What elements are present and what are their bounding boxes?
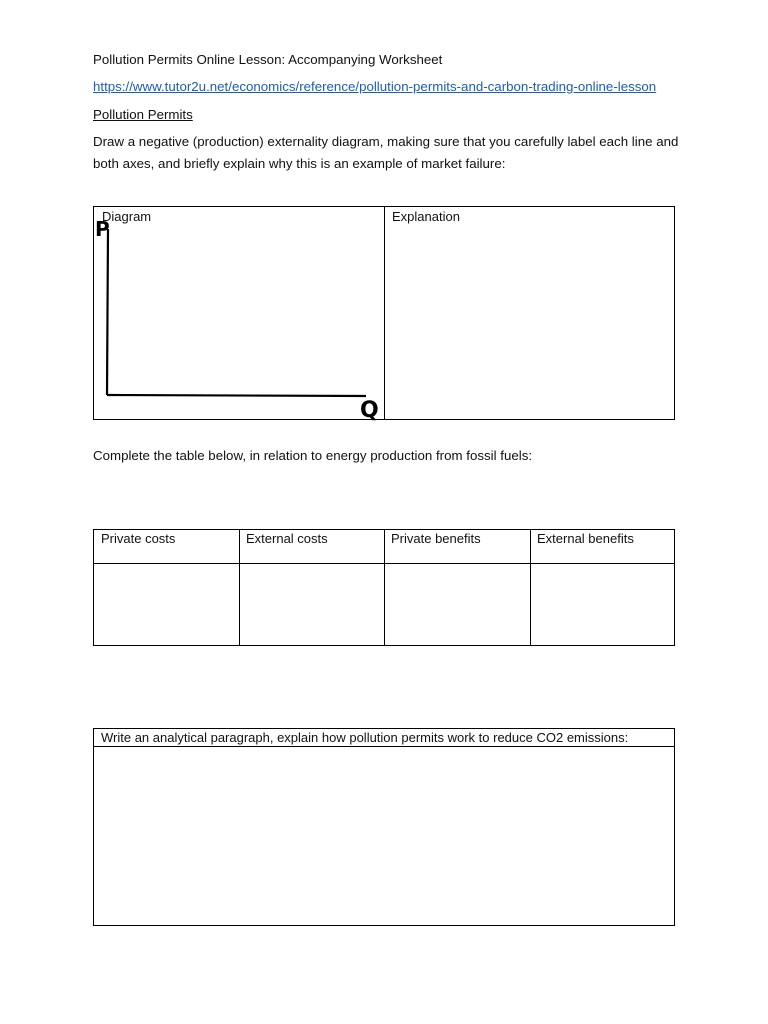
column-divider xyxy=(239,530,240,645)
header-private-costs: Private costs xyxy=(101,531,176,546)
diagram-explanation-table xyxy=(93,206,675,420)
column-divider xyxy=(530,530,531,645)
lesson-link[interactable]: https://www.tutor2u.net/economics/reference/pollution-permits-and-carbon-trading-online-lesson xyxy=(93,79,657,94)
column-divider xyxy=(384,530,385,645)
instruction-line-1: Draw a negative (production) externality diagram, making sure that you carefully label each line and xyxy=(93,134,679,149)
costs-benefits-table xyxy=(93,529,675,646)
x-axis-letter: Q xyxy=(360,398,379,421)
section-heading: Pollution Permits xyxy=(93,107,193,122)
header-external-benefits: External benefits xyxy=(537,531,634,546)
y-axis-letter: P xyxy=(95,217,110,241)
header-private-benefits: Private benefits xyxy=(391,531,481,546)
paragraph-prompt: Write an analytical paragraph, explain how pollution permits work to reduce CO2 emissions: xyxy=(101,730,629,745)
explanation-label: Explanation xyxy=(392,209,460,224)
diagram-label: Diagram xyxy=(102,209,152,224)
x-axis-line xyxy=(107,395,366,396)
worksheet-title: Pollution Permits Online Lesson: Accompanying Worksheet xyxy=(93,52,443,67)
y-axis-line xyxy=(107,229,108,395)
header-external-costs: External costs xyxy=(246,531,328,546)
analytical-paragraph-box xyxy=(93,728,675,926)
hand-drawn-axes xyxy=(94,207,676,421)
table-instruction: Complete the table below, in relation to energy production from fossil fuels: xyxy=(93,448,533,463)
paragraph-header-divider xyxy=(94,746,674,747)
instruction-line-2: both axes, and briefly explain why this is an example of market failure: xyxy=(93,156,506,171)
